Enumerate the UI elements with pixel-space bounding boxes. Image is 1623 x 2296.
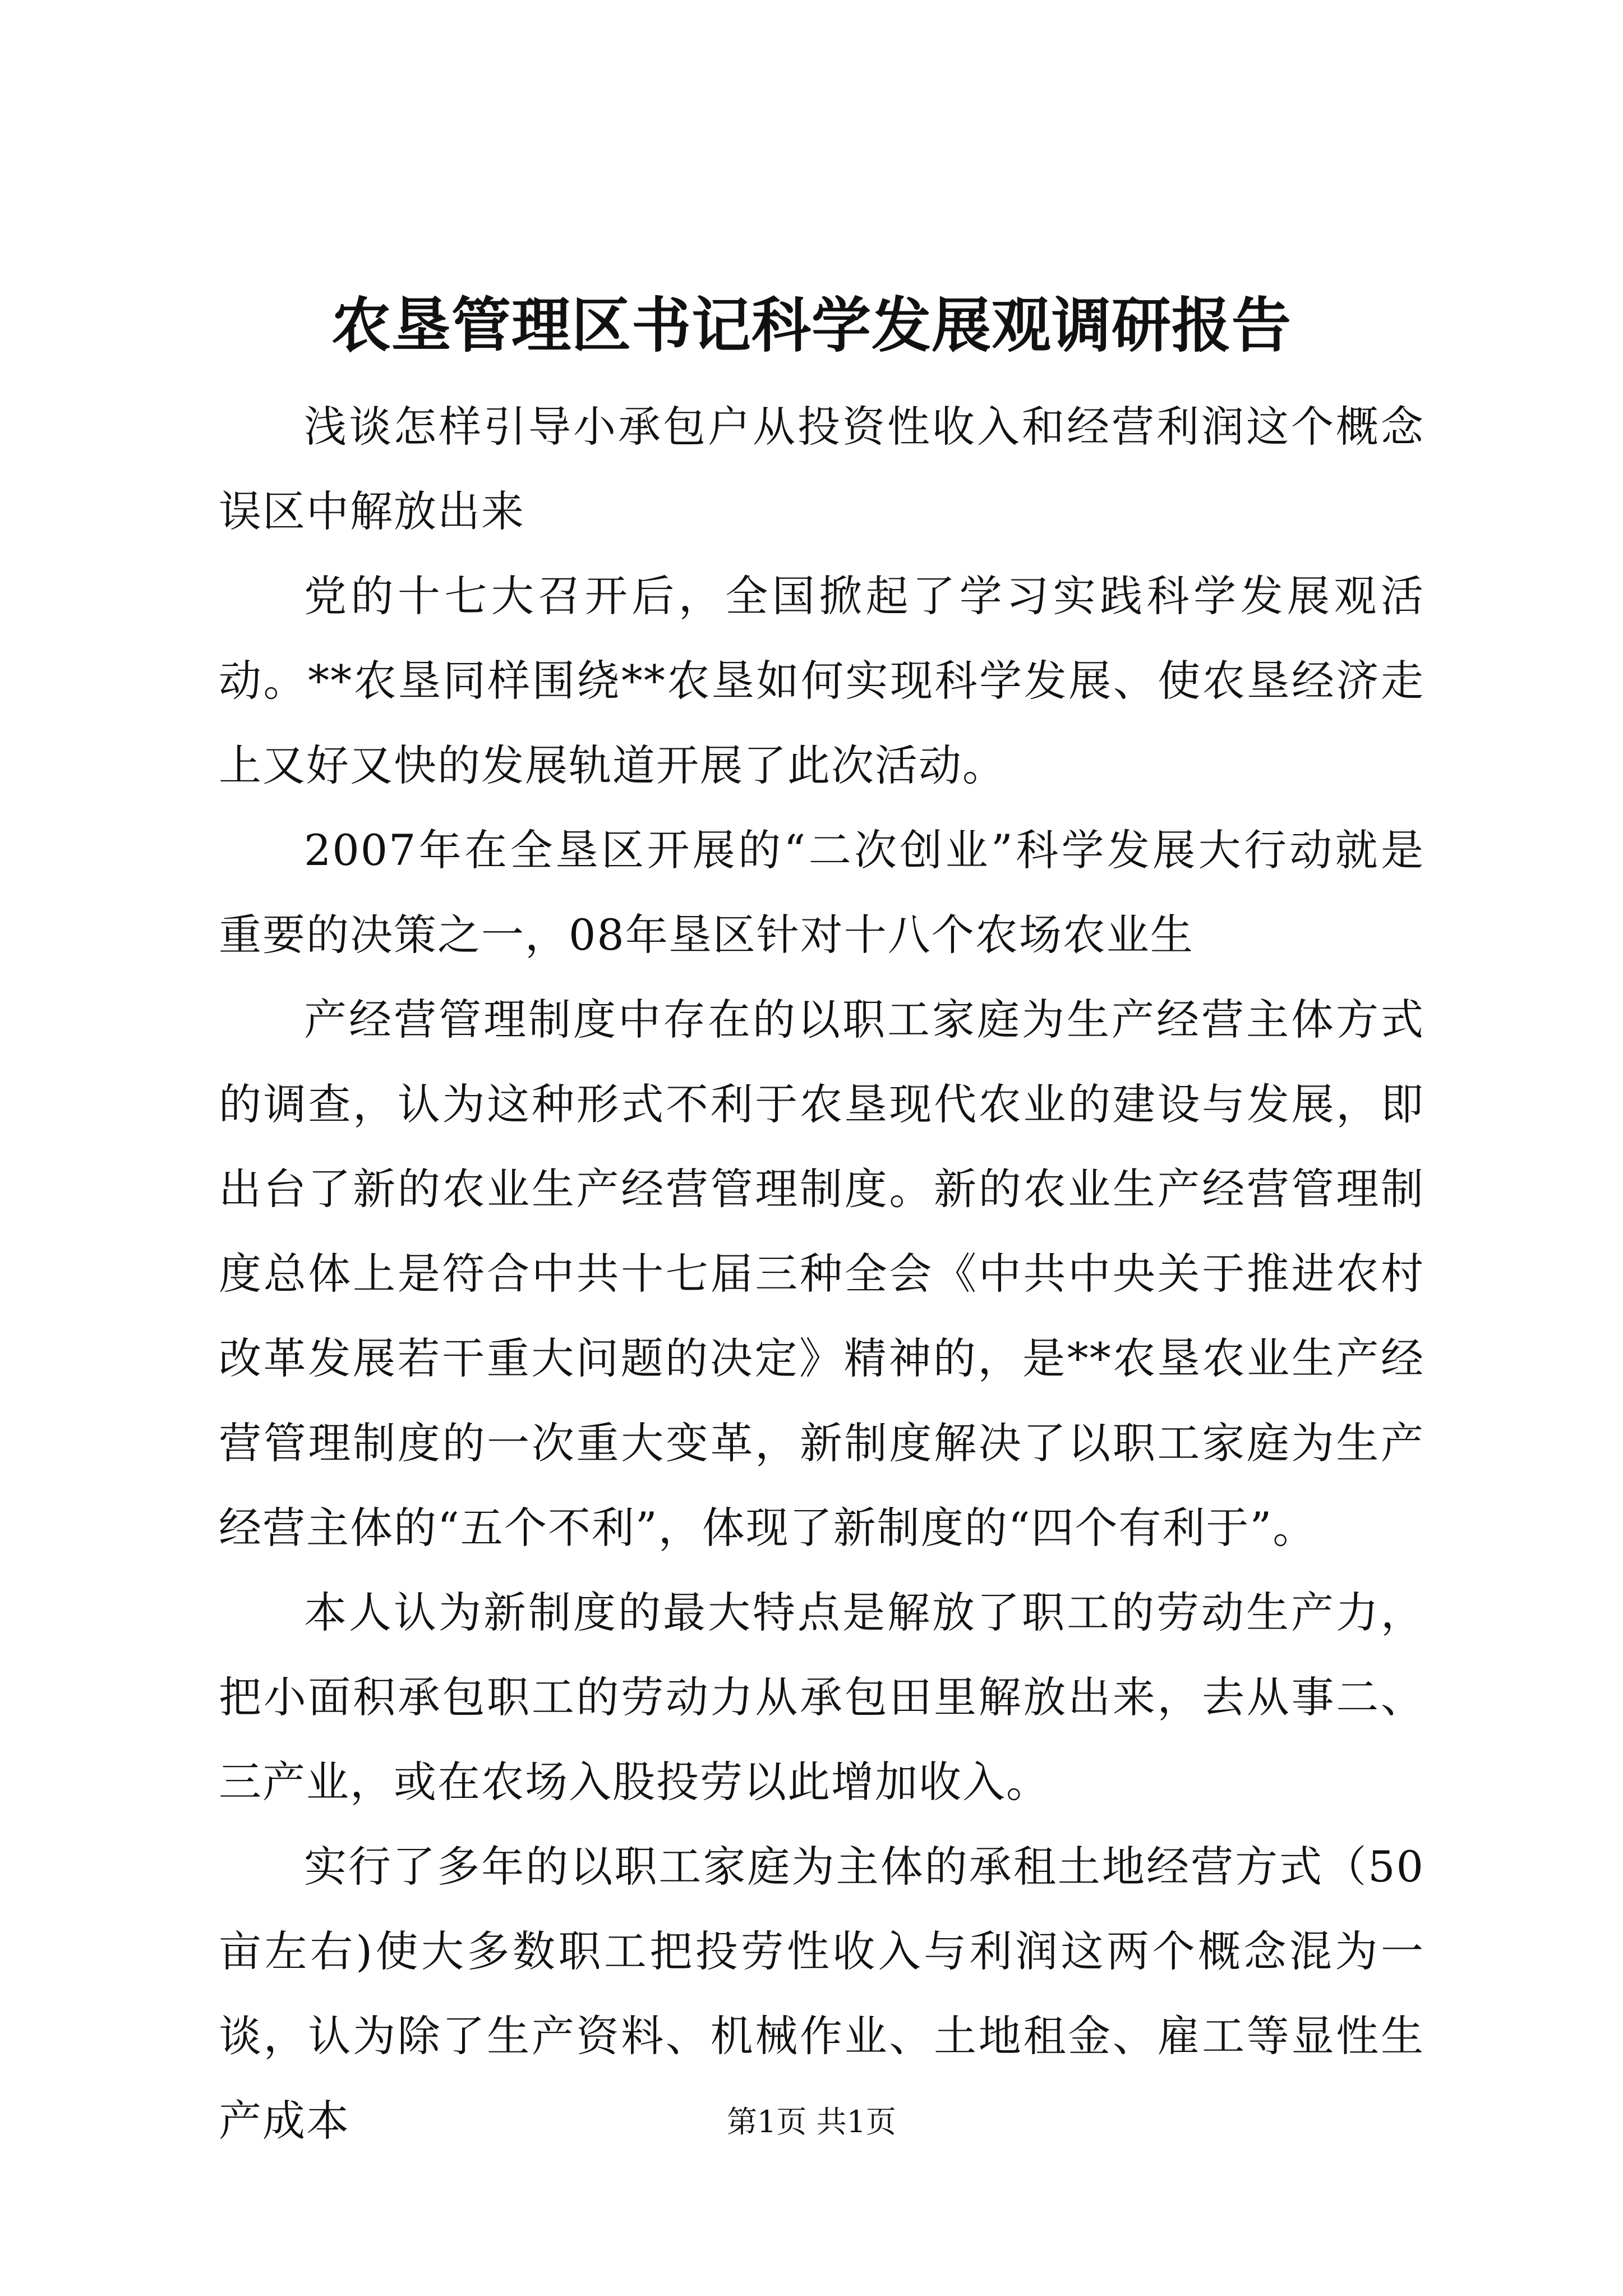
paragraph: 党的十七大召开后，全国掀起了学习实践科学发展观活动。**农垦同样围绕**农垦如何实现科学发展、使农垦经济走上又好又快的发展轨道开展了此次活动。 bbox=[219, 571, 1424, 790]
paragraph: 本人认为新制度的最大特点是解放了职工的劳动生产力，把小面积承包职工的劳动力从承包田里解放出来，去从事二、三产业，或在农场入股投劳以此增加收入。 bbox=[219, 1588, 1424, 1807]
paragraph: 2007年在全垦区开展的“二次创业”科学发展大行动就是重要的决策之一，08年垦区针对十八个农场农业生 bbox=[219, 825, 1424, 960]
paragraph: 产经营管理制度中存在的以职工家庭为生产经营主体方式的调查，认为这种形式不利于农垦现代农业的建设与发展，即出台了新的农业生产经营管理制度。新的农业生产经营管理制度总体上是符合中共十七届三种全会《中共中央关于推进农村改革发展若干重大问题的决定》精神的，是**农垦农业生产经营管理制度的一次重大变革，新制度解决了以职工家庭为生产经营主体的“五个不利”，体现了新制度的“四个有利于”。 bbox=[219, 995, 1424, 1553]
document-title: 农垦管理区书记科学发展观调研报告 bbox=[331, 290, 1292, 360]
document-body bbox=[219, 384, 1424, 2163]
page-number-footer: 第1页 共1页 bbox=[727, 2104, 896, 2139]
paragraph: 浅谈怎样引导小承包户从投资性收入和经营利润这个概念误区中解放出来 bbox=[219, 402, 1424, 536]
paragraph: 实行了多年的以职工家庭为主体的承租土地经营方式（50亩左右)使大多数职工把投劳性收入与利润这两个概念混为一谈，认为除了生产资料、机械作业、土地租金、雇工等显性生产成本 bbox=[219, 1842, 1424, 2146]
